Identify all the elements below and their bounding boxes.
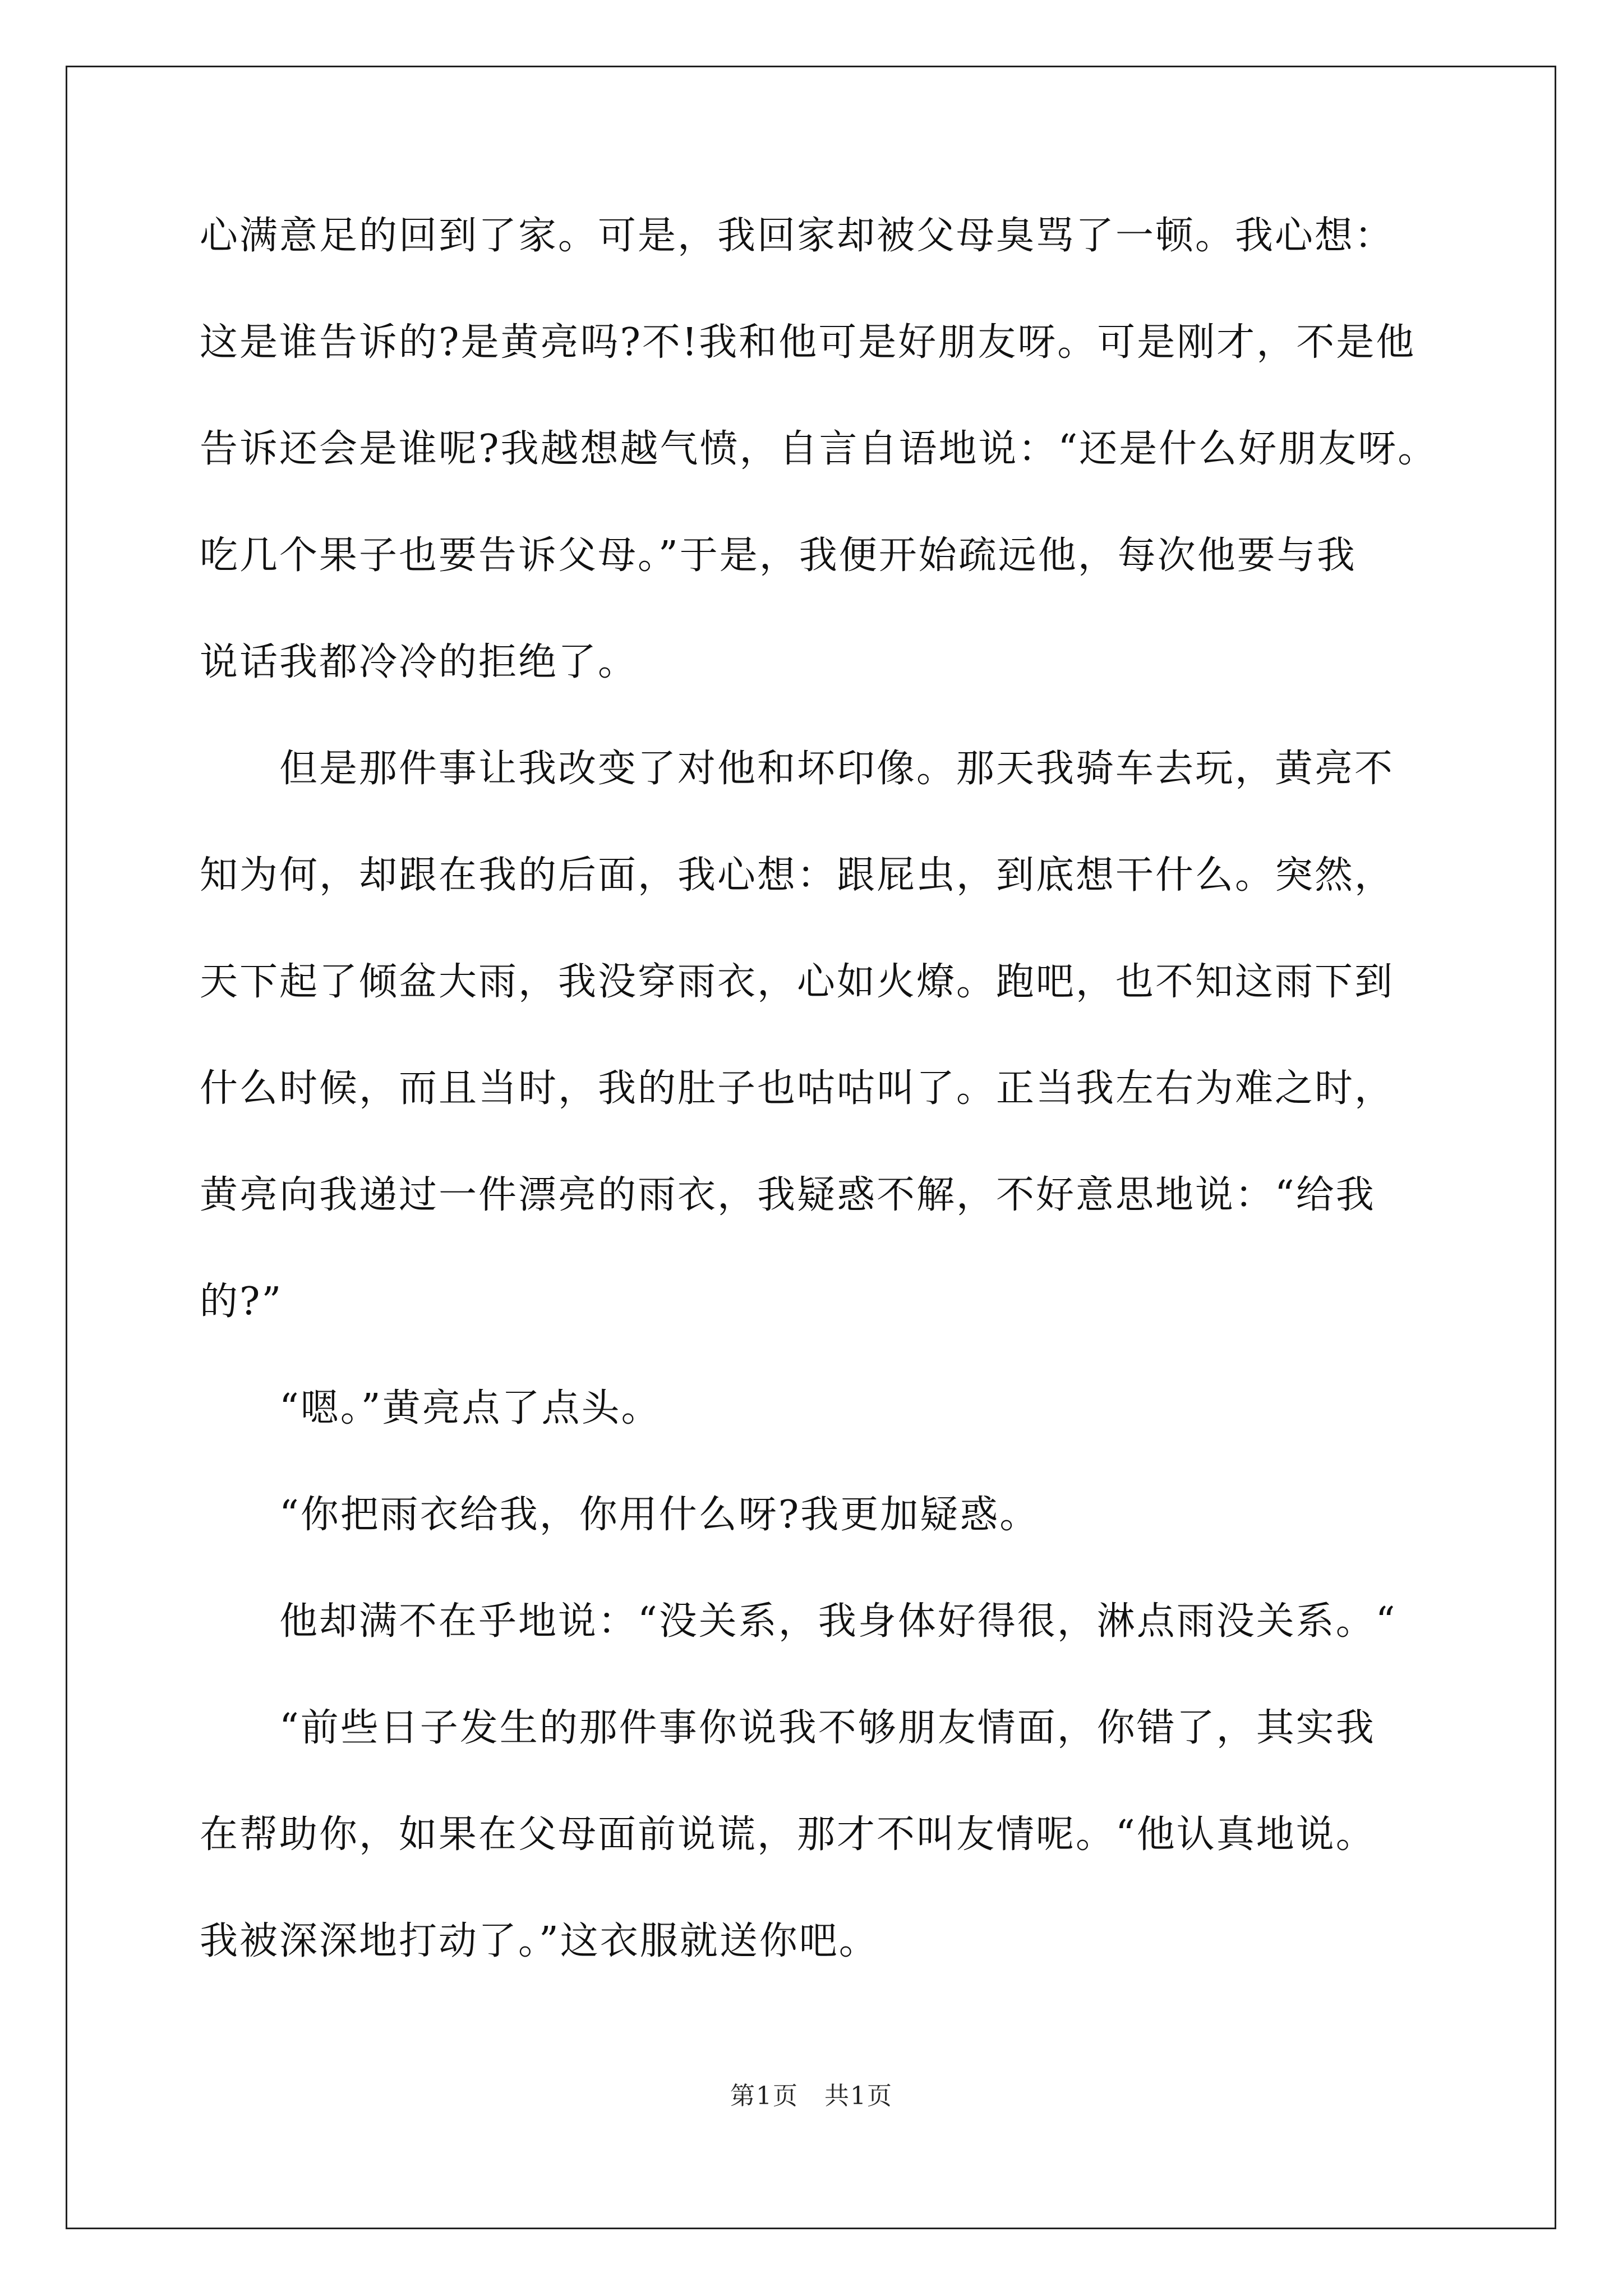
- text-line: 天下起了倾盆大雨，我没穿雨衣，心如火燎。跑吧，也不知这雨下到: [200, 960, 1395, 1004]
- text-line: 什么时候，而且当时，我的肚子也咕咕叫了。正当我左右为难之时，: [200, 1066, 1395, 1111]
- text-line: 心满意足的回到了家。可是，我回家却被父母臭骂了一顿。我心想：: [200, 214, 1395, 258]
- text-line: 吃几个果子也要告诉父母。”于是，我便开始疏远他，每次他要与我: [200, 533, 1357, 578]
- text-line: “嗯。”黄亮点了点头。: [279, 1386, 661, 1430]
- text-line: “前些日子发生的那件事你说我不够朋友情面，你错了，其实我: [279, 1706, 1376, 1750]
- text-line: 我被深深地打动了。”这衣服就送你吧。: [200, 1919, 879, 1963]
- text-line: 但是那件事让我改变了对他和坏印像。那天我骑车去玩，黄亮不: [279, 747, 1395, 791]
- text-line: 黄亮向我递过一件漂亮的雨衣，我疑惑不解，不好意思地说：“给我: [200, 1173, 1376, 1217]
- text-line: 的?”: [200, 1280, 283, 1324]
- text-line: 他却满不在乎地说：“没关系，我身体好得很，淋点雨没关系。“: [279, 1599, 1397, 1644]
- text-line: 这是谁告诉的?是黄亮吗?不!我和他可是好朋友呀。可是刚才，不是他: [200, 320, 1416, 365]
- text-line: 在帮助你，如果在父母面前说谎，那才不叫友情呢。“他认真地说。: [200, 1812, 1376, 1857]
- text-line: 知为何，却跟在我的后面，我心想：跟屁虫，到底想干什么。突然，: [200, 853, 1395, 898]
- text-line: 告诉还会是谁呢?我越想越气愤，自言自语地说：“还是什么好朋友呀。: [200, 427, 1438, 471]
- text-line: 说话我都冷冷的拒绝了。: [200, 640, 638, 684]
- page-number-footer: 第1页 共1页: [730, 2082, 893, 2110]
- document-body: [200, 205, 1438, 2017]
- text-line: “你把雨衣给我，你用什么呀?我更加疑惑。: [279, 1493, 1040, 1537]
